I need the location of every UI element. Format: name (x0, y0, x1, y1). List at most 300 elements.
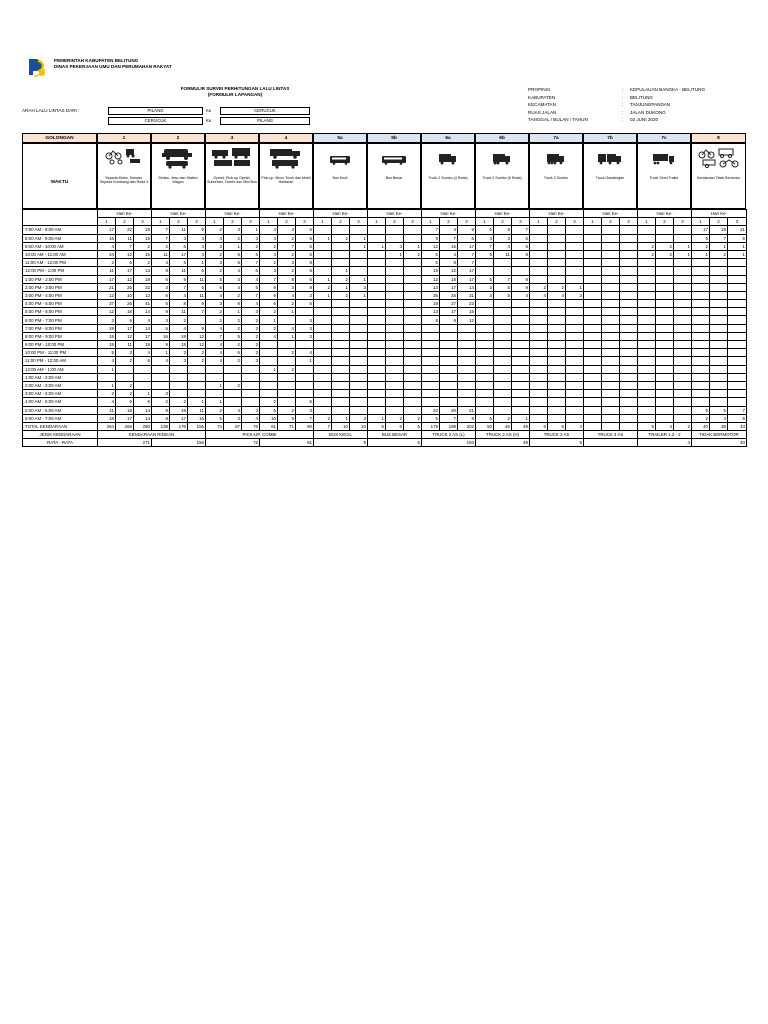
count-cell[interactable]: 10 (260, 414, 278, 422)
count-cell[interactable] (566, 341, 584, 349)
count-cell[interactable]: 1 (512, 414, 530, 422)
count-cell[interactable] (476, 365, 494, 373)
count-cell[interactable] (638, 357, 656, 365)
count-cell[interactable]: 2 (260, 308, 278, 316)
count-cell[interactable]: 4 (260, 234, 278, 242)
count-cell[interactable] (476, 308, 494, 316)
count-cell[interactable]: 15 (98, 341, 116, 349)
count-cell[interactable] (458, 381, 476, 389)
count-cell[interactable] (548, 300, 566, 308)
count-cell[interactable] (710, 267, 728, 275)
count-cell[interactable] (386, 373, 404, 381)
count-cell[interactable] (440, 390, 458, 398)
count-cell[interactable] (332, 316, 350, 324)
count-cell[interactable]: 1 (350, 291, 368, 299)
count-cell[interactable]: 2 (134, 259, 152, 267)
count-cell[interactable]: 23 (458, 300, 476, 308)
count-cell[interactable] (656, 398, 674, 406)
count-cell[interactable] (494, 341, 512, 349)
count-cell[interactable] (332, 332, 350, 340)
count-cell[interactable] (656, 349, 674, 357)
count-cell[interactable]: 1 (332, 283, 350, 291)
count-cell[interactable]: 13 (422, 283, 440, 291)
count-cell[interactable] (710, 341, 728, 349)
count-cell[interactable] (476, 259, 494, 267)
count-cell[interactable] (386, 275, 404, 283)
count-cell[interactable] (530, 381, 548, 389)
count-cell[interactable] (566, 365, 584, 373)
count-cell[interactable]: 2 (494, 414, 512, 422)
count-cell[interactable]: 17 (98, 275, 116, 283)
count-cell[interactable]: 1 (224, 308, 242, 316)
count-cell[interactable] (242, 390, 260, 398)
count-cell[interactable] (674, 316, 692, 324)
count-cell[interactable] (566, 234, 584, 242)
count-cell[interactable]: 13 (422, 308, 440, 316)
count-cell[interactable]: 17 (458, 242, 476, 250)
count-cell[interactable] (494, 332, 512, 340)
count-cell[interactable] (656, 226, 674, 234)
count-cell[interactable] (728, 341, 747, 349)
count-cell[interactable]: 2 (278, 365, 296, 373)
count-cell[interactable] (404, 267, 422, 275)
count-cell[interactable]: 2 (332, 291, 350, 299)
count-cell[interactable]: 1 (98, 365, 116, 373)
count-cell[interactable] (710, 373, 728, 381)
count-cell[interactable]: 12 (422, 242, 440, 250)
count-cell[interactable] (584, 406, 602, 414)
count-cell[interactable] (368, 259, 386, 267)
count-cell[interactable] (656, 283, 674, 291)
count-cell[interactable] (386, 308, 404, 316)
count-cell[interactable] (530, 341, 548, 349)
count-cell[interactable] (638, 324, 656, 332)
count-cell[interactable] (548, 324, 566, 332)
count-cell[interactable]: 5 (260, 406, 278, 414)
count-cell[interactable]: 4 (188, 242, 206, 250)
count-cell[interactable]: 1 (368, 414, 386, 422)
count-cell[interactable] (620, 300, 638, 308)
count-cell[interactable]: 2 (98, 259, 116, 267)
count-cell[interactable] (260, 390, 278, 398)
count-cell[interactable] (386, 349, 404, 357)
count-cell[interactable]: 3 (242, 349, 260, 357)
count-cell[interactable] (152, 365, 170, 373)
count-cell[interactable] (584, 226, 602, 234)
count-cell[interactable] (386, 234, 404, 242)
count-cell[interactable]: 9 (476, 250, 494, 258)
count-cell[interactable] (638, 316, 656, 324)
count-cell[interactable] (368, 300, 386, 308)
count-cell[interactable]: 5 (188, 283, 206, 291)
count-cell[interactable]: 14 (134, 308, 152, 316)
count-cell[interactable] (530, 242, 548, 250)
count-cell[interactable] (458, 365, 476, 373)
count-cell[interactable]: 2 (188, 357, 206, 365)
count-cell[interactable]: 7 (116, 242, 134, 250)
count-cell[interactable]: 3 (170, 357, 188, 365)
count-cell[interactable]: 2 (692, 242, 710, 250)
count-cell[interactable] (476, 390, 494, 398)
count-cell[interactable] (620, 316, 638, 324)
count-cell[interactable] (476, 316, 494, 324)
count-cell[interactable]: 19 (422, 267, 440, 275)
count-cell[interactable]: 11 (170, 267, 188, 275)
count-cell[interactable]: 18 (134, 275, 152, 283)
count-cell[interactable] (368, 406, 386, 414)
count-cell[interactable]: 11 (170, 226, 188, 234)
count-cell[interactable]: 1 (260, 365, 278, 373)
count-cell[interactable]: 2 (692, 414, 710, 422)
count-cell[interactable] (530, 414, 548, 422)
count-cell[interactable]: 15 (134, 250, 152, 258)
count-cell[interactable] (566, 226, 584, 234)
count-cell[interactable] (512, 324, 530, 332)
count-cell[interactable]: 3 (476, 291, 494, 299)
count-cell[interactable]: 2 (278, 300, 296, 308)
count-cell[interactable] (350, 324, 368, 332)
count-cell[interactable] (494, 308, 512, 316)
count-cell[interactable]: 21 (98, 283, 116, 291)
count-cell[interactable]: 7 (458, 250, 476, 258)
count-cell[interactable]: 2 (170, 316, 188, 324)
count-cell[interactable]: 2 (314, 283, 332, 291)
count-cell[interactable]: 11 (116, 234, 134, 242)
count-cell[interactable] (314, 357, 332, 365)
count-cell[interactable] (602, 349, 620, 357)
count-cell[interactable]: 1 (206, 398, 224, 406)
count-cell[interactable] (404, 283, 422, 291)
count-cell[interactable]: 2 (332, 275, 350, 283)
count-cell[interactable] (710, 259, 728, 267)
count-cell[interactable] (728, 398, 747, 406)
count-cell[interactable]: 4 (206, 357, 224, 365)
count-cell[interactable] (278, 316, 296, 324)
count-cell[interactable] (422, 381, 440, 389)
count-cell[interactable] (656, 300, 674, 308)
count-cell[interactable]: 6 (170, 242, 188, 250)
count-cell[interactable] (692, 275, 710, 283)
count-cell[interactable]: 7 (728, 406, 747, 414)
count-cell[interactable] (674, 267, 692, 275)
count-cell[interactable] (566, 316, 584, 324)
count-cell[interactable] (602, 414, 620, 422)
count-cell[interactable] (530, 357, 548, 365)
count-cell[interactable] (656, 414, 674, 422)
count-cell[interactable] (512, 349, 530, 357)
count-cell[interactable]: 8 (440, 259, 458, 267)
count-cell[interactable] (350, 267, 368, 275)
count-cell[interactable]: 2 (98, 390, 116, 398)
count-cell[interactable]: 3 (278, 259, 296, 267)
count-cell[interactable]: 14 (134, 324, 152, 332)
count-cell[interactable]: 6 (458, 234, 476, 242)
count-cell[interactable] (710, 390, 728, 398)
count-cell[interactable]: 2 (206, 406, 224, 414)
count-cell[interactable] (548, 308, 566, 316)
count-cell[interactable] (674, 291, 692, 299)
count-cell[interactable] (278, 373, 296, 381)
count-cell[interactable]: 9 (278, 414, 296, 422)
count-cell[interactable]: 25 (116, 283, 134, 291)
count-cell[interactable] (152, 381, 170, 389)
count-cell[interactable] (350, 300, 368, 308)
count-cell[interactable]: 3 (224, 414, 242, 422)
count-cell[interactable]: 19 (422, 300, 440, 308)
count-cell[interactable]: 3 (296, 332, 314, 340)
count-cell[interactable]: 4 (260, 250, 278, 258)
count-cell[interactable] (530, 267, 548, 275)
count-cell[interactable] (314, 308, 332, 316)
count-cell[interactable]: 1 (332, 414, 350, 422)
count-cell[interactable] (602, 373, 620, 381)
count-cell[interactable] (440, 324, 458, 332)
count-cell[interactable] (350, 341, 368, 349)
count-cell[interactable]: 2 (260, 242, 278, 250)
count-cell[interactable] (386, 357, 404, 365)
count-cell[interactable]: 4 (98, 242, 116, 250)
count-cell[interactable] (530, 316, 548, 324)
count-cell[interactable] (368, 357, 386, 365)
count-cell[interactable]: 5 (206, 414, 224, 422)
count-cell[interactable]: 1 (368, 242, 386, 250)
count-cell[interactable] (584, 398, 602, 406)
count-cell[interactable]: 3 (152, 283, 170, 291)
count-cell[interactable]: 6 (188, 267, 206, 275)
count-cell[interactable] (332, 226, 350, 234)
count-cell[interactable]: 1 (152, 349, 170, 357)
count-cell[interactable]: 3 (116, 349, 134, 357)
count-cell[interactable] (674, 414, 692, 422)
count-cell[interactable]: 19 (170, 406, 188, 414)
count-cell[interactable]: 6 (242, 267, 260, 275)
count-cell[interactable]: 4 (206, 349, 224, 357)
count-cell[interactable]: 3 (242, 316, 260, 324)
count-cell[interactable]: 3 (566, 291, 584, 299)
count-cell[interactable] (548, 234, 566, 242)
count-cell[interactable] (638, 259, 656, 267)
count-cell[interactable] (674, 373, 692, 381)
count-cell[interactable]: 6 (134, 357, 152, 365)
count-cell[interactable] (476, 341, 494, 349)
count-cell[interactable]: 17 (692, 226, 710, 234)
count-cell[interactable] (494, 373, 512, 381)
count-cell[interactable]: 4 (206, 291, 224, 299)
count-cell[interactable]: 1 (692, 250, 710, 258)
count-cell[interactable] (656, 381, 674, 389)
count-cell[interactable] (638, 349, 656, 357)
count-cell[interactable] (548, 259, 566, 267)
count-cell[interactable] (512, 357, 530, 365)
count-cell[interactable] (440, 349, 458, 357)
count-cell[interactable] (638, 291, 656, 299)
count-cell[interactable] (458, 390, 476, 398)
count-cell[interactable] (386, 398, 404, 406)
count-cell[interactable]: 15 (98, 332, 116, 340)
count-cell[interactable] (296, 390, 314, 398)
count-cell[interactable]: 6 (116, 316, 134, 324)
count-cell[interactable] (620, 357, 638, 365)
count-cell[interactable]: 7 (422, 226, 440, 234)
count-cell[interactable] (368, 283, 386, 291)
count-cell[interactable] (170, 373, 188, 381)
count-cell[interactable] (728, 291, 747, 299)
count-cell[interactable] (260, 341, 278, 349)
count-cell[interactable] (260, 373, 278, 381)
count-cell[interactable] (602, 365, 620, 373)
count-cell[interactable]: 22 (116, 226, 134, 234)
count-cell[interactable] (350, 308, 368, 316)
count-cell[interactable]: 4 (296, 349, 314, 357)
count-cell[interactable] (404, 390, 422, 398)
count-cell[interactable] (188, 381, 206, 389)
count-cell[interactable] (332, 259, 350, 267)
count-cell[interactable] (422, 324, 440, 332)
count-cell[interactable]: 7 (512, 226, 530, 234)
count-cell[interactable] (620, 406, 638, 414)
count-cell[interactable] (566, 390, 584, 398)
count-cell[interactable]: 17 (116, 267, 134, 275)
count-cell[interactable] (422, 349, 440, 357)
count-cell[interactable] (422, 357, 440, 365)
count-cell[interactable]: 12 (440, 267, 458, 275)
count-cell[interactable] (332, 349, 350, 357)
count-cell[interactable] (422, 373, 440, 381)
count-cell[interactable]: 22 (422, 406, 440, 414)
count-cell[interactable]: 7 (440, 414, 458, 422)
count-cell[interactable] (602, 381, 620, 389)
count-cell[interactable] (656, 365, 674, 373)
count-cell[interactable] (512, 390, 530, 398)
count-cell[interactable]: 4 (440, 250, 458, 258)
count-cell[interactable] (368, 373, 386, 381)
count-cell[interactable]: 5 (422, 414, 440, 422)
count-cell[interactable] (404, 259, 422, 267)
count-cell[interactable]: 13 (134, 267, 152, 275)
count-cell[interactable] (620, 291, 638, 299)
count-cell[interactable] (494, 357, 512, 365)
count-cell[interactable] (494, 316, 512, 324)
count-cell[interactable] (692, 349, 710, 357)
count-cell[interactable]: 3 (206, 242, 224, 250)
count-cell[interactable]: 2 (206, 316, 224, 324)
count-cell[interactable] (584, 250, 602, 258)
count-cell[interactable] (674, 275, 692, 283)
count-cell[interactable] (584, 390, 602, 398)
count-cell[interactable]: 4 (278, 291, 296, 299)
count-cell[interactable] (386, 365, 404, 373)
count-cell[interactable]: 5 (512, 234, 530, 242)
count-cell[interactable]: 2 (116, 357, 134, 365)
count-cell[interactable]: 9 (512, 283, 530, 291)
count-cell[interactable] (314, 300, 332, 308)
count-cell[interactable] (206, 373, 224, 381)
count-cell[interactable]: 9 (260, 283, 278, 291)
count-cell[interactable] (620, 390, 638, 398)
count-cell[interactable]: 5 (98, 349, 116, 357)
count-cell[interactable] (548, 267, 566, 275)
count-cell[interactable]: 3 (296, 324, 314, 332)
count-cell[interactable] (728, 324, 747, 332)
count-cell[interactable] (674, 381, 692, 389)
count-cell[interactable] (620, 381, 638, 389)
count-cell[interactable]: 1 (350, 275, 368, 283)
count-cell[interactable]: 7 (170, 283, 188, 291)
count-cell[interactable]: 8 (152, 414, 170, 422)
count-cell[interactable]: 7 (440, 234, 458, 242)
count-cell[interactable] (584, 357, 602, 365)
count-cell[interactable] (530, 259, 548, 267)
count-cell[interactable] (296, 341, 314, 349)
count-cell[interactable] (458, 341, 476, 349)
count-cell[interactable]: 1 (242, 226, 260, 234)
count-cell[interactable] (584, 300, 602, 308)
count-cell[interactable] (476, 324, 494, 332)
count-cell[interactable] (440, 365, 458, 373)
count-cell[interactable] (224, 398, 242, 406)
count-cell[interactable]: 5 (296, 398, 314, 406)
count-cell[interactable]: 5 (242, 250, 260, 258)
count-cell[interactable] (728, 390, 747, 398)
count-cell[interactable]: 12 (188, 332, 206, 340)
count-cell[interactable]: 11 (98, 267, 116, 275)
count-cell[interactable]: 15 (98, 234, 116, 242)
count-cell[interactable] (152, 373, 170, 381)
count-cell[interactable] (332, 357, 350, 365)
count-cell[interactable] (674, 406, 692, 414)
count-cell[interactable] (548, 373, 566, 381)
count-cell[interactable]: 21 (458, 406, 476, 414)
count-cell[interactable]: 19 (170, 332, 188, 340)
count-cell[interactable] (728, 349, 747, 357)
count-cell[interactable] (188, 316, 206, 324)
count-cell[interactable] (548, 406, 566, 414)
count-cell[interactable]: 17 (98, 226, 116, 234)
count-cell[interactable]: 22 (134, 283, 152, 291)
count-cell[interactable] (404, 398, 422, 406)
count-cell[interactable]: 7 (152, 234, 170, 242)
count-cell[interactable]: 15 (440, 242, 458, 250)
count-cell[interactable] (242, 373, 260, 381)
count-cell[interactable] (566, 300, 584, 308)
count-cell[interactable] (404, 381, 422, 389)
count-cell[interactable] (170, 365, 188, 373)
count-cell[interactable] (656, 267, 674, 275)
count-cell[interactable] (548, 332, 566, 340)
count-cell[interactable] (710, 275, 728, 283)
count-cell[interactable]: 17 (134, 332, 152, 340)
count-cell[interactable] (692, 332, 710, 340)
count-cell[interactable] (314, 390, 332, 398)
count-cell[interactable]: 2 (224, 381, 242, 389)
count-cell[interactable] (710, 349, 728, 357)
count-cell[interactable] (404, 308, 422, 316)
count-cell[interactable] (674, 226, 692, 234)
count-cell[interactable] (404, 341, 422, 349)
count-cell[interactable]: 8 (458, 414, 476, 422)
count-cell[interactable] (674, 283, 692, 291)
count-cell[interactable]: 5 (152, 300, 170, 308)
count-cell[interactable] (242, 365, 260, 373)
count-cell[interactable] (710, 365, 728, 373)
count-cell[interactable] (620, 324, 638, 332)
count-cell[interactable]: 24 (98, 250, 116, 258)
count-cell[interactable]: 9 (152, 308, 170, 316)
count-cell[interactable] (656, 259, 674, 267)
count-cell[interactable]: 2 (710, 250, 728, 258)
count-cell[interactable] (584, 283, 602, 291)
count-cell[interactable] (332, 242, 350, 250)
